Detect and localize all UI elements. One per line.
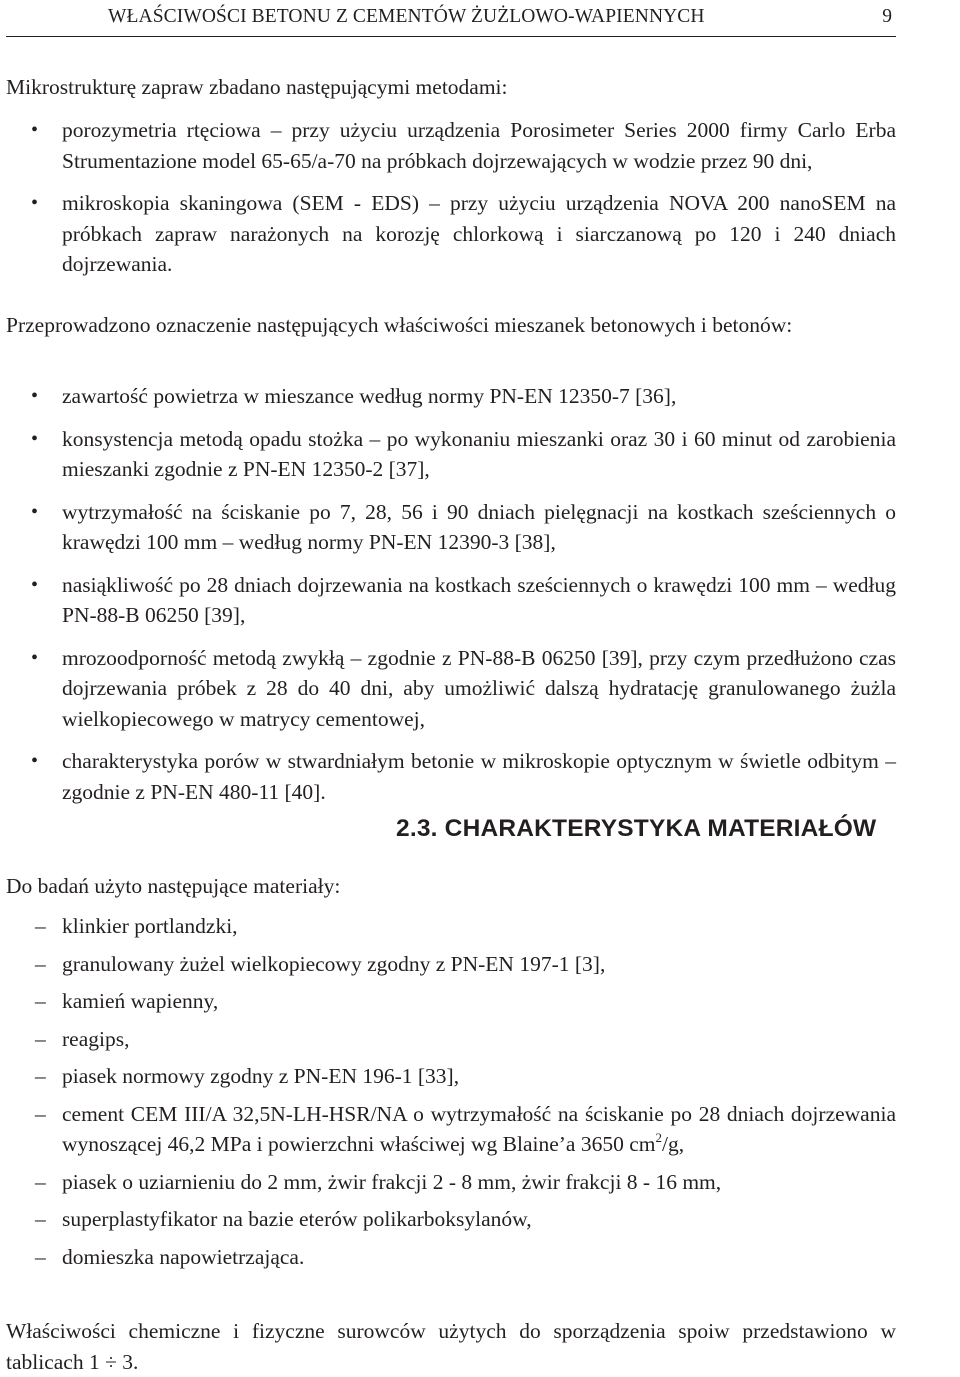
dash-marker: –	[35, 1244, 46, 1269]
list-item	[0, 188, 900, 280]
dash-marker: –	[35, 951, 46, 976]
running-header	[6, 4, 896, 37]
list-item-text: nasiąkliwość po 28 dniach dojrzewania na kostkach sześciennych o krawędzi 100 mm – według PN-88-B 06250 [39],	[62, 572, 896, 627]
list-item-text: cement CEM III/A 32,5N-LH-HSR/NA o wytrzymałość na ściskanie po 28 dniach dojrzewania wynoszącej 46,2 MPa i powierzchni właściwej wg Blaine’a 3650 cm	[62, 1101, 896, 1156]
list-item-text: kamień wapienny,	[62, 989, 219, 1013]
dash-marker: –	[35, 1064, 46, 1088]
list-item	[0, 1024, 900, 1055]
bullet-marker: •	[31, 646, 39, 669]
running-title: WŁAŚCIWOŚCI BETONU Z CEMENTÓW ŻUŻLOWO-WAPIENNYCH	[108, 6, 705, 27]
list-item-text: wytrzymałość na ściskanie po 7, 28, 56 i 90 dniach pielęgnacji na kostkach sześciennych o krawędzi 100 mm – według normy PN-EN 12390-3 [38],	[62, 499, 896, 554]
materials-intro: Do badań użyto następujące materiały:	[6, 874, 341, 898]
bullet-marker: •	[31, 573, 39, 596]
bullet-marker: •	[31, 385, 39, 407]
list-item	[0, 1061, 900, 1092]
list-item	[0, 911, 900, 942]
dash-marker: –	[35, 1169, 46, 1194]
properties-intro: Przeprowadzono oznaczenie następujących właściwości mieszanek betonowych i betonów:	[6, 313, 793, 337]
list-item-text: superplastyfikator na bazie eterów polikarboksylanów,	[62, 1207, 532, 1231]
bullet-marker: •	[31, 192, 39, 214]
materials-list	[0, 911, 900, 1279]
list-item-text: mikroskopia skaningowa (SEM - EDS) – przy użyciu urządzenia NOVA 200 nanoSEM na próbkach zapraw narażonych na korozję chlorkową i siarczanową po 120 i 240 dniach dojrzewania.	[62, 191, 896, 276]
list-item-text: klinkier portlandzki,	[62, 914, 238, 938]
properties-list	[0, 381, 900, 819]
bullet-marker: •	[31, 119, 39, 141]
methods-intro: Mikrostrukturę zapraw zbadano następującymi metodami:	[6, 75, 508, 99]
bullet-marker: •	[31, 427, 39, 450]
list-item	[0, 949, 900, 980]
list-item-text: reagips,	[62, 1026, 130, 1051]
list-item	[0, 986, 900, 1017]
list-item	[0, 1167, 900, 1198]
list-item	[0, 1242, 900, 1273]
dash-marker: –	[35, 989, 46, 1013]
list-item	[0, 746, 900, 807]
methods-list	[0, 115, 900, 292]
list-item-text: porozymetria rtęciowa – przy użyciu urządzenia Porosimeter Series 2000 firmy Carlo Erba Strumentazione model 65-65/a-70 na próbkach dojrzewających w wodzie przez 90 dni,	[62, 118, 896, 173]
dash-marker: –	[35, 1207, 46, 1231]
list-item-text: domieszka napowietrzająca.	[62, 1244, 305, 1269]
page-number: 9	[882, 6, 892, 27]
list-item-text: mrozoodporność metodą zwykłą – zgodnie z PN-88-B 06250 [39], przy czym przedłużono czas dojrzewania próbek z 28 do 40 dni, aby umożliwić dalszą hydratację granulowanego żużla wielkopiecowego w matrycy cementowej,	[62, 645, 896, 731]
list-item	[0, 1204, 900, 1235]
list-item	[0, 115, 900, 176]
list-item	[0, 570, 900, 631]
unit-tail: /g,	[661, 1132, 685, 1156]
superscript-exponent: 2	[655, 1130, 662, 1145]
dash-marker: –	[35, 1026, 46, 1051]
list-item-text: zawartość powietrza w mieszance według normy PN-EN 12350-7 [36],	[62, 384, 677, 408]
list-item-text: piasek normowy zgodny z PN-EN 196-1 [33],	[62, 1064, 460, 1088]
list-item-text: piasek o uziarnieniu do 2 mm, żwir frakcji 2 - 8 mm, żwir frakcji 8 - 16 mm,	[62, 1169, 722, 1194]
bullet-marker: •	[31, 500, 39, 523]
dash-marker: –	[35, 1101, 46, 1126]
list-item-text: konsystencja metodą opadu stożka – po wykonaniu mieszanki oraz 30 i 60 minut od zarobienia mieszanki zgodnie z PN-EN 12350-2 [37],	[62, 426, 896, 481]
list-item	[0, 381, 900, 412]
bullet-marker: •	[31, 750, 39, 772]
list-item	[0, 424, 900, 485]
section-heading: 2.3. CHARAKTERYSTYKA MATERIAŁÓW	[396, 815, 877, 842]
list-item	[0, 497, 900, 558]
closing-paragraph: Właściwości chemiczne i fizyczne surowców użytych do sporządzenia spoiw przedstawiono w tablicach 1 ÷ 3.	[6, 1319, 896, 1374]
list-item-text: charakterystyka porów w stwardniałym betonie w mikroskopie optycznym w świetle odbitym – zgodnie z PN-EN 480-11 [40].	[62, 749, 896, 804]
list-item	[0, 643, 900, 735]
dash-marker: –	[35, 914, 46, 938]
list-item	[0, 1099, 900, 1160]
list-item-text: granulowany żużel wielkopiecowy zgodny z PN-EN 197-1 [3],	[62, 951, 606, 976]
